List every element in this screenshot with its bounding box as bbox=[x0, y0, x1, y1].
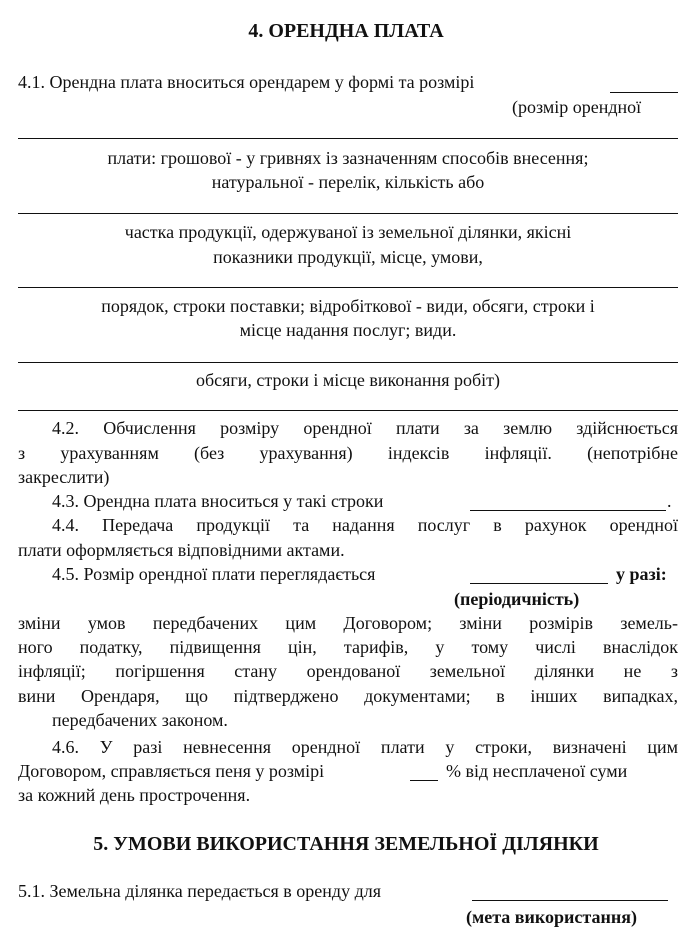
section-4-title: 4. ОРЕНДНА ПЛАТА bbox=[248, 20, 444, 42]
clause-4-4-line: 4.4. Передача продукції та надання послуг в рахунок орендної bbox=[52, 515, 678, 535]
clause-4-5-line: зміни умов передбачених цим Договором; зміни розмірів земель- bbox=[18, 613, 678, 633]
rent-note-line: частка продукції, одержуваної із земельної ділянки, якісні bbox=[124, 222, 572, 242]
clause-5-1-note: (мета використання) bbox=[466, 907, 637, 927]
clause-4-6-line2b: % від несплаченої суми bbox=[446, 761, 628, 781]
fill-line-rent-5 bbox=[18, 410, 678, 411]
fill-line-4-3 bbox=[470, 510, 666, 511]
fill-line-5-1 bbox=[472, 900, 668, 901]
clause-4-5-line: ного податку, підвищення цін, тарифів, у тому числі внаслідок bbox=[18, 637, 678, 657]
clause-4-5-note: (періодичність) bbox=[454, 589, 580, 609]
clause-4-6-line2a: Договором, справляється пеня у розмірі bbox=[18, 761, 325, 781]
section-5-title: 5. УМОВИ ВИКОРИСТАННЯ ЗЕМЕЛЬНОЇ ДІЛЯНКИ bbox=[93, 833, 599, 855]
rent-note-line: обсяги, строки і місце виконання робіт) bbox=[195, 370, 501, 390]
fill-line-4-5 bbox=[470, 583, 608, 584]
clause-4-5-tail: у разі: bbox=[616, 564, 667, 584]
clause-4-1-text: 4.1. Орендна плата вноситься орендарем у формі та розмірі bbox=[18, 72, 475, 92]
fill-line-rent-3 bbox=[18, 287, 678, 288]
clause-5-1-text: 5.1. Земельна ділянка передається в оренду для bbox=[18, 881, 382, 901]
rent-note-line: порядок, строки поставки; відробіткової - види, обсяги, строки і bbox=[101, 296, 595, 316]
clause-4-5-line: передбачених законом. bbox=[52, 710, 228, 730]
fill-line-rent-1 bbox=[18, 138, 678, 139]
clause-4-4-line: плати оформляється відповідними актами. bbox=[18, 540, 345, 560]
fill-line-4-1 bbox=[610, 92, 678, 93]
rent-note-line: натуральної - перелік, кількість або bbox=[211, 172, 485, 192]
clause-4-3-end: . bbox=[667, 491, 672, 511]
clause-4-5-line: інфляції; погіршення стану орендованої земельної ділянки не з bbox=[18, 661, 678, 681]
fill-line-rent-2 bbox=[18, 213, 678, 214]
clause-4-5-line: вини Орендаря, що підтверджено документами; в інших випадках, bbox=[18, 686, 678, 706]
clause-4-6-line: 4.6. У разі невнесення орендної плати у строки, визначені цим bbox=[52, 737, 678, 757]
clause-4-6-line3: за кожний день прострочення. bbox=[18, 785, 251, 805]
clause-4-2-line: закреслити) bbox=[18, 467, 110, 487]
fill-line-4-6 bbox=[410, 780, 438, 781]
rent-note-line: показники продукції, місце, умови, bbox=[213, 247, 483, 267]
rent-note-line: плати: грошової - у гривнях із зазначенням способів внесення; bbox=[107, 148, 589, 168]
clause-4-3-text: 4.3. Орендна плата вноситься у такі строки bbox=[52, 491, 384, 511]
rent-note-line: місце надання послуг; види. bbox=[239, 320, 457, 340]
clause-4-2-line: з урахуванням (без урахування) індексів інфляції. (непотрібне bbox=[18, 443, 678, 463]
clause-4-1-note: (розмір орендної bbox=[512, 97, 642, 117]
clause-4-2-line: 4.2. Обчислення розміру орендної плати за землю здійснюється bbox=[52, 418, 678, 438]
clause-4-5-text: 4.5. Розмір орендної плати переглядається bbox=[52, 564, 376, 584]
fill-line-rent-4 bbox=[18, 362, 678, 363]
